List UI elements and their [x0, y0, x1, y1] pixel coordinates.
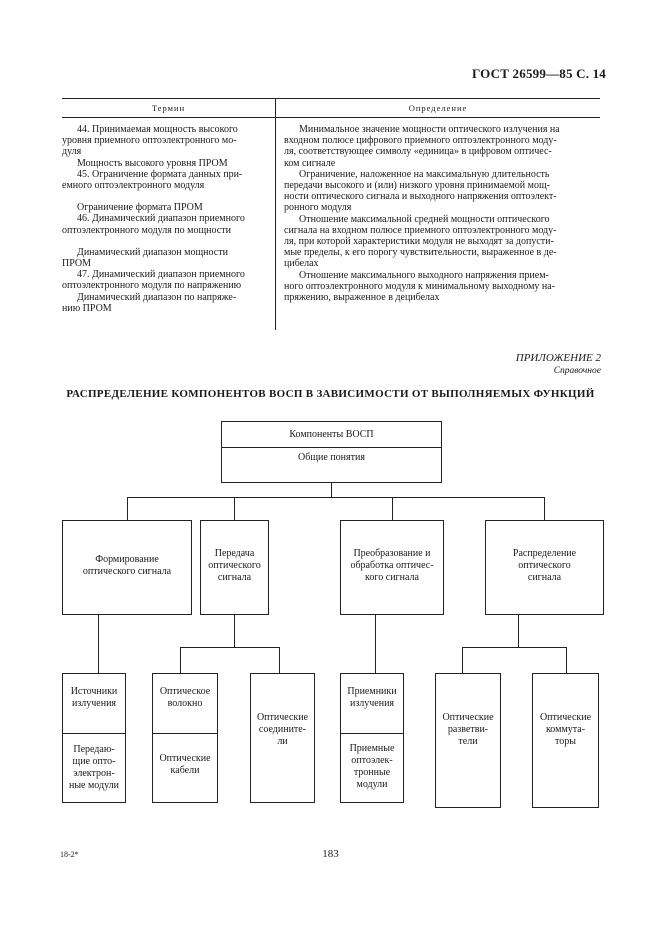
definition-entry: Отношение максимального выходного напряжения прием-: [299, 269, 549, 281]
component-divider: [152, 733, 218, 734]
table-header-rule: [62, 117, 600, 118]
definition-entry: ности оптического сигнала и выходного напряжения оптоэлект-: [284, 191, 557, 203]
stem-trans: [234, 615, 235, 647]
definition-entry: передачи высокого и (или) низкого уровня принимаемой мощ-: [284, 180, 551, 192]
definition-entry: ком сигнале: [284, 157, 336, 169]
term-entry: 45. Ограничение формата данных при-: [77, 168, 243, 180]
component-switches: Оптические коммута- торы: [539, 712, 592, 747]
function-label: Формирование оптического сигнала: [82, 553, 172, 577]
term-short-name: Ограничение формата ПРОМ: [77, 202, 203, 214]
definition-entry: мые пределы, к его порогу чувствительности, выраженное в де-: [284, 247, 557, 259]
level2-drop: [127, 497, 128, 520]
term-entry: оптоэлектронного модуля по напряжению: [62, 280, 242, 292]
term-entry: оптоэлектронного модуля по мощности: [62, 224, 231, 236]
bus-dist: [462, 647, 566, 648]
footer-mark: 18-2*: [60, 850, 79, 859]
component-divider: [62, 733, 126, 734]
component-receivers: Приемники излучения: [347, 686, 397, 709]
root-subtitle: Общие понятия: [298, 452, 365, 463]
level2-bus: [127, 497, 545, 498]
term-column: [62, 124, 270, 314]
level2-drop: [544, 497, 545, 520]
drop-dist-2: [566, 647, 567, 673]
function-label: Передача оптического сигнала: [208, 547, 261, 583]
term-short-name: Мощность высокого уровня ПРОМ: [77, 157, 228, 169]
bus-trans: [180, 647, 279, 648]
component-receive-modules: Приемные оптоэлек- тронные модули: [349, 743, 395, 790]
root-stem: [331, 483, 332, 497]
page-number: 183: [322, 848, 339, 860]
table-column-divider: [275, 98, 276, 330]
root-divider: [221, 447, 442, 448]
drop-trans-1: [180, 647, 181, 673]
diagram-title: РАСПРЕДЕЛЕНИЕ КОМПОНЕНТОВ ВОСП В ЗАВИСИМОСТИ ОТ ВЫПОЛНЯЕМЫХ ФУНКЦИЙ: [66, 388, 595, 400]
component-cables: Оптические кабели: [159, 753, 211, 776]
definition-entry: пряжению, выраженное в децибелах: [284, 292, 440, 304]
stem-conv: [375, 615, 376, 673]
stem-dist: [518, 615, 519, 647]
term-entry: дуля: [62, 146, 82, 158]
definition-entry: цибелах: [284, 258, 319, 270]
definition-entry: Ограничение, наложенное на максимальную длительность: [299, 168, 550, 180]
drop-dist-1: [462, 647, 463, 673]
function-label: Преобразование и обработка оптичес- кого сигнала: [350, 547, 434, 583]
component-divider: [340, 733, 404, 734]
component-fiber: Оптическое волокно: [159, 686, 211, 709]
term-short-name: нию ПРОМ: [62, 302, 112, 314]
term-short-name: ПРОМ: [62, 258, 92, 270]
term-short-name: Динамический диапазон мощности: [77, 246, 228, 258]
component-connectors: Оптические соедините- ли: [256, 712, 309, 747]
document-code: ГОСТ 26599—85 С. 14: [472, 66, 606, 81]
term-entry: 44. Принимаемая мощность высокого: [77, 124, 238, 135]
table-top-rule: [62, 98, 600, 99]
term-entry: уровня приемного оптоэлектронного мо-: [62, 135, 237, 147]
table-header-term: Термин: [151, 103, 186, 113]
root-title: Компоненты ВОСП: [289, 429, 374, 440]
level2-drop: [234, 497, 235, 520]
level2-drop: [392, 497, 393, 520]
definition-entry: ного оптоэлектронного модуля к минимальному выходному на-: [284, 280, 556, 292]
definition-entry: Минимальное значение мощности оптического излучения на: [299, 124, 560, 135]
function-label: Распределение оптического сигнала: [512, 547, 577, 583]
term-entry: 46. Динамический диапазон приемного: [77, 213, 245, 225]
drop-trans-2: [279, 647, 280, 673]
term-entry: емного оптоэлектронного модуля: [62, 180, 205, 192]
component-transmitters: Передаю- щие опто- электрон- ные модули: [68, 744, 120, 791]
component-sources: Источники излучения: [70, 686, 118, 709]
term-entry: 47. Динамический диапазон приемного: [77, 269, 245, 281]
definition-entry: ля, при которой характеристики модуля не выходят за допусти-: [284, 236, 554, 248]
table-header-definition: Определение: [408, 103, 468, 113]
component-splitters: Оптические разветви- тели: [442, 712, 494, 747]
definition-entry: входном полюсе цифрового приемного оптоэлектронного моду-: [284, 135, 557, 147]
definition-entry: Отношение максимальной средней мощности оптического: [299, 213, 550, 225]
definition-entry: ронного модуля: [284, 202, 352, 214]
definition-entry: ля, соответствующее символу «единица» в цифровом оптичес-: [284, 146, 552, 158]
appendix-note: Справочное: [553, 366, 601, 376]
stem-form: [98, 615, 99, 673]
definition-column: [284, 124, 600, 303]
appendix-label: ПРИЛОЖЕНИЕ 2: [515, 352, 601, 364]
definition-entry: сигнала на входном полюсе приемного оптоэлектронного моду-: [284, 224, 557, 236]
term-short-name: Динамический диапазон по напряже-: [77, 291, 237, 303]
